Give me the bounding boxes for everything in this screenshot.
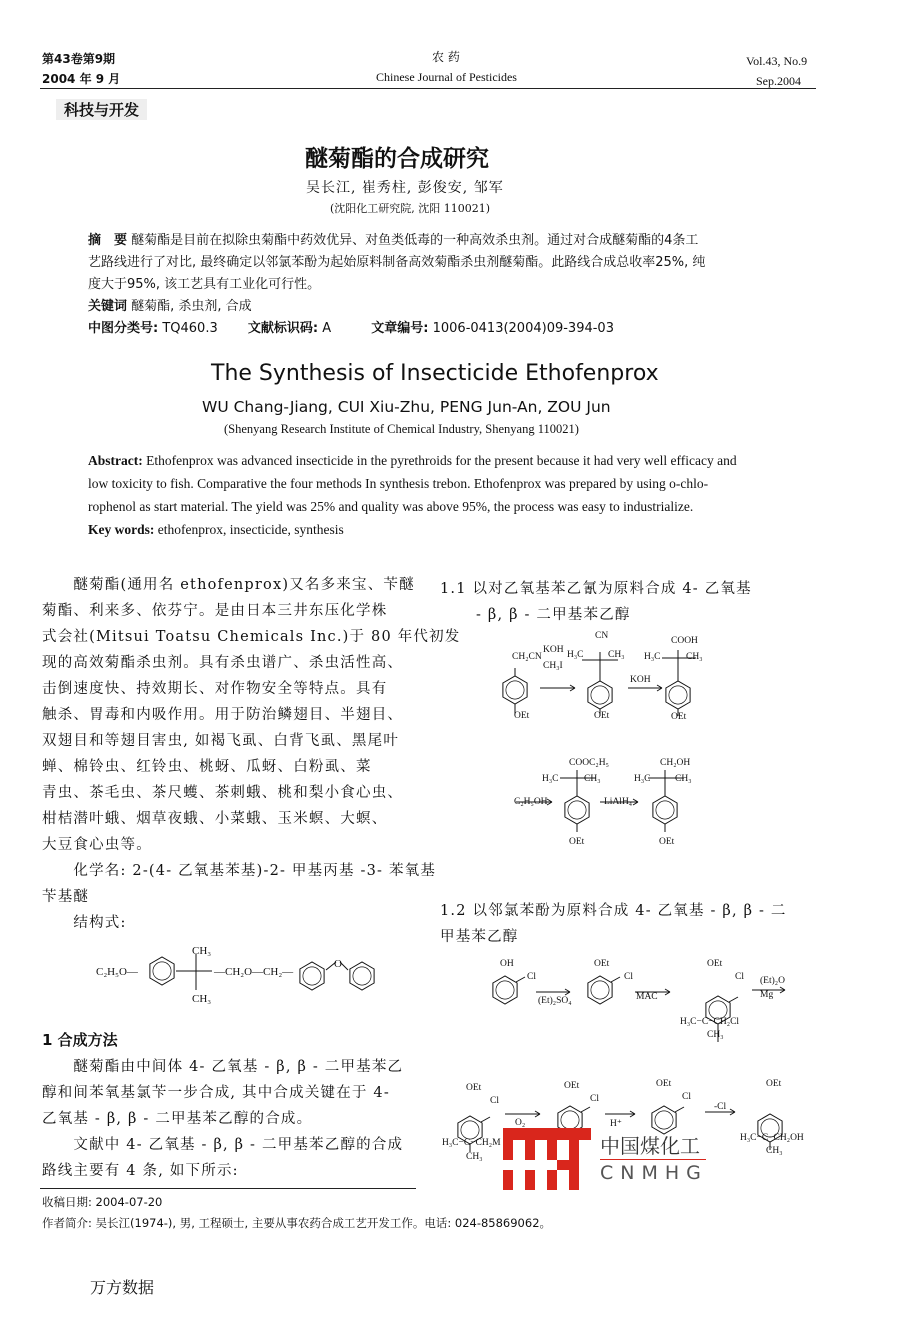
abstract-en bbox=[88, 449, 737, 541]
benzene-ring bbox=[503, 676, 527, 704]
abstract-line: 度大于95%, 该工艺具有工业化可行性。 bbox=[88, 277, 321, 292]
benzene-ring bbox=[300, 962, 324, 990]
chem-label: COOC₂H₅ bbox=[569, 758, 609, 768]
chem-label: Cl bbox=[590, 1094, 599, 1104]
abstract-cn bbox=[88, 230, 705, 340]
authors-cn: 吴长江, 崔秀柱, 彭俊安, 邹军 bbox=[306, 180, 504, 196]
text-line: 现的高效菊酯杀虫剂。具有杀虫谱广、杀虫活性高、 bbox=[42, 655, 404, 671]
section-1-1-heading bbox=[440, 576, 752, 628]
chem-label: —CH₂O—CH₂— bbox=[214, 966, 294, 978]
watermark-en: CNMHG bbox=[600, 1162, 708, 1184]
section-1-2-heading bbox=[440, 898, 787, 950]
doc-code-label: 文献标识码: bbox=[247, 321, 319, 336]
method-paragraph bbox=[42, 1054, 403, 1184]
aromatic-bond bbox=[669, 686, 687, 704]
benzene-ring bbox=[150, 957, 174, 985]
bond bbox=[516, 977, 525, 982]
abstract-line: Ethofenprox was advanced insecticide in the pyrethroids for the present because it had very well efficacy and bbox=[146, 453, 737, 468]
text-line: 醇和间苯氧基氯苄一步合成, 其中合成关键在于 4- bbox=[42, 1085, 390, 1101]
chem-label: Cl bbox=[490, 1096, 499, 1106]
volume-en: Vol.43, No.9 bbox=[746, 54, 808, 68]
chem-label: Cl bbox=[682, 1092, 691, 1102]
aromatic-bond bbox=[591, 686, 609, 704]
clc-value: TQ460.3 bbox=[162, 321, 218, 336]
text-line: 柑桔潜叶蛾、烟草夜蛾、小菜蛾、玉米螟、大螟、 bbox=[42, 811, 388, 827]
aromatic-bond bbox=[506, 681, 524, 699]
chem-label: H⁺ bbox=[610, 1119, 622, 1129]
aromatic-bond bbox=[656, 801, 674, 819]
text-line: 击倒速度快、持效期长、对作物安全等特点。具有 bbox=[42, 681, 388, 697]
keywords-cn-label: 关键词 bbox=[88, 299, 128, 314]
text-line: 大豆食心虫等。 bbox=[42, 837, 152, 853]
abstract-line: 醚菊酯是目前在拟除虫菊酯中药效优异、对鱼类低毒的一种高效杀虫剂。通过对合成醚菊酯的4条工 bbox=[131, 233, 699, 248]
chem-label: Cl bbox=[624, 972, 633, 982]
abstract-line: rophenol as start material. The yield was 25% and quality was above 95%, the process was easy to industrialize. bbox=[88, 499, 694, 514]
chem-label: OEt bbox=[564, 1081, 580, 1091]
chem-label: CH₃ bbox=[707, 1030, 724, 1040]
text-line: 1.2 以邻氯苯酚为原料合成 4- 乙氧基 - β, β - 二 bbox=[440, 903, 787, 919]
chem-label: CH₃ bbox=[584, 774, 601, 784]
affiliation-cn: (沈阳化工研究院, 沈阳 110021) bbox=[330, 202, 491, 215]
aromatic-bond bbox=[561, 1111, 579, 1129]
chem-label: OH bbox=[500, 959, 514, 969]
text-line: - β, β - 二甲基苯乙醇 bbox=[476, 607, 631, 623]
chem-label: OEt bbox=[656, 1079, 672, 1089]
keywords-en-label: Key words: bbox=[88, 522, 155, 537]
text-line: 甲基苯乙醇 bbox=[440, 929, 519, 945]
text-line: 醚菊酯由中间体 4- 乙氧基 - β, β - 二甲基苯乙 bbox=[42, 1059, 404, 1075]
chem-label: CH₃ bbox=[608, 650, 625, 660]
chem-label: OEt bbox=[594, 711, 610, 721]
chem-label: OEt bbox=[659, 837, 675, 847]
structure-label: 结构式: bbox=[42, 915, 127, 931]
chem-label: C₂H₅O— bbox=[96, 966, 138, 978]
chem-label: OEt bbox=[466, 1083, 482, 1093]
text-line: 式会社(Mitsui Toatsu Chemicals Inc.)于 80 年代初发 bbox=[42, 629, 461, 645]
benzene-ring bbox=[565, 796, 589, 824]
chem-label: CH₂OH bbox=[660, 758, 691, 768]
aromatic-bond bbox=[568, 801, 586, 819]
journal-en: Chinese Journal of Pesticides bbox=[376, 70, 517, 84]
chem-label: H₃C bbox=[567, 650, 584, 660]
chem-label: OEt bbox=[671, 712, 687, 722]
chem-label: CN bbox=[595, 631, 609, 641]
chem-label: CH₃ bbox=[192, 993, 212, 1005]
chem-label: H₃C bbox=[634, 774, 651, 784]
chem-label: (Et)₂SO₄ bbox=[538, 996, 572, 1006]
text-line: 触杀、胃毒和内吸作用。用于防治鳞翅目、半翅目、 bbox=[42, 707, 404, 723]
benzene-ring bbox=[493, 976, 517, 1004]
aromatic-bond bbox=[353, 967, 371, 985]
bond bbox=[729, 997, 738, 1002]
date-cn: 2004 年 9 月 bbox=[42, 72, 121, 86]
chem-label: OEt bbox=[707, 959, 723, 969]
received-date: 收稿日期: 2004-07-20 bbox=[42, 1195, 163, 1209]
chem-label: H₃C bbox=[644, 652, 661, 662]
cnmhg-logo-icon bbox=[503, 1128, 591, 1190]
text-line: 文献中 4- 乙氧基 - β, β - 二甲基苯乙醇的合成 bbox=[42, 1137, 404, 1153]
chem-label: Cl bbox=[735, 972, 744, 982]
aromatic-bond bbox=[153, 962, 171, 980]
chem-label: CH₃ bbox=[675, 774, 692, 784]
benzene-ring bbox=[588, 681, 612, 709]
aromatic-bond bbox=[303, 967, 321, 985]
volume-cn: 第43卷第9期 bbox=[42, 52, 116, 66]
chem-label: C₂H₅OH bbox=[514, 797, 548, 807]
chem-label: H₃C bbox=[542, 774, 559, 784]
text-line: 青虫、茶毛虫、茶尺蠖、茶刺蛾、桃和梨小食心虫、 bbox=[42, 785, 404, 801]
watermark-cn: 中国煤化工 bbox=[600, 1134, 700, 1158]
chem-label: OEt bbox=[594, 959, 610, 969]
text-line: 苄基醚 bbox=[42, 889, 90, 905]
benzene-ring bbox=[350, 962, 374, 990]
chem-label: KOH bbox=[543, 645, 564, 655]
text-line: 醚菊酯(通用名 ethofenprox)又名多来宝、苄醚 bbox=[42, 577, 415, 593]
chem-label: -Cl bbox=[714, 1102, 727, 1112]
abstract-cn-label: 摘 要 bbox=[88, 233, 128, 248]
journal-cn: 农 药 bbox=[432, 50, 460, 64]
text-line: 菊酯、利来多、依芬宁。是由日本三井东压化学株 bbox=[42, 603, 388, 619]
footnote-rule bbox=[40, 1188, 416, 1189]
chem-label: O₂ bbox=[515, 1118, 526, 1128]
bond bbox=[581, 1107, 590, 1112]
section-1-heading: 1 合成方法 bbox=[42, 1031, 118, 1049]
chem-label: KOH bbox=[630, 675, 651, 685]
text-line: 蝉、棉铃虫、红铃虫、桃蚜、瓜蚜、白粉虱、菜 bbox=[42, 759, 372, 775]
title-en: The Synthesis of Insecticide Ethofenprox bbox=[211, 361, 659, 386]
scheme-1 bbox=[440, 630, 820, 860]
intro-paragraph bbox=[42, 572, 461, 936]
aromatic-bond bbox=[591, 981, 609, 999]
keywords-en: ethofenprox, insecticide, synthesis bbox=[157, 522, 344, 537]
text-line: 化学名: 2-(4- 乙氧基苯基)-2- 甲基丙基 -3- 苯氧基 bbox=[42, 863, 437, 879]
chem-label: MAC bbox=[636, 992, 658, 1002]
authors-en: WU Chang-Jiang, CUI Xiu-Zhu, PENG Jun-An, ZOU Jun bbox=[202, 398, 611, 416]
chem-label: CH₃I bbox=[543, 661, 563, 671]
article-number-value: 1006-0413(2004)09-394-03 bbox=[432, 321, 614, 336]
aromatic-bond bbox=[655, 1111, 673, 1129]
abstract-en-label: Abstract: bbox=[88, 453, 143, 468]
header-rule bbox=[40, 88, 816, 89]
bond bbox=[611, 977, 620, 982]
date-en: Sep.2004 bbox=[756, 74, 801, 88]
aromatic-bond bbox=[461, 1121, 479, 1139]
chem-label: (Et)₂O bbox=[760, 976, 785, 986]
text-line: 双翅目和等翅目害虫, 如褐飞虱、白背飞虱、黑尾叶 bbox=[42, 733, 400, 749]
text-line: 路线主要有 4 条, 如下所示: bbox=[42, 1163, 239, 1179]
chem-label: Cl bbox=[527, 972, 536, 982]
chem-label: COOH bbox=[671, 636, 698, 646]
article-number-label: 文章编号: bbox=[371, 321, 429, 336]
clc-label: 中图分类号: bbox=[88, 321, 159, 336]
benzene-ring bbox=[588, 976, 612, 1004]
chem-label: CH₃ bbox=[466, 1152, 483, 1162]
chem-label: CH₃ bbox=[686, 652, 703, 662]
chem-label: CH₃ bbox=[192, 945, 212, 957]
affiliation-en: (Shenyang Research Institute of Chemical Industry, Shenyang 110021) bbox=[224, 422, 579, 436]
chem-label: OEt bbox=[514, 711, 530, 721]
author-bio: 作者简介: 吴长江(1974-), 男, 工程硕士, 主要从事农药合成工艺开发工作。电话: 024-85869062。 bbox=[42, 1216, 552, 1230]
watermark-rule bbox=[600, 1159, 706, 1160]
keywords-cn: 醚菊酯, 杀虫剂, 合成 bbox=[131, 299, 252, 314]
text-line: 乙氧基 - β, β - 二甲基苯乙醇的合成。 bbox=[42, 1111, 313, 1127]
abstract-line: low toxicity to fish. Comparative the four methods In synthesis trebon. Ethofenprox was prepared by using o-chlo- bbox=[88, 476, 709, 491]
chem-label: H₃C−C−CH₂OH bbox=[740, 1133, 804, 1143]
section-tag: 科技与开发 bbox=[56, 99, 147, 120]
chem-label: LiAlH₄ bbox=[604, 797, 633, 807]
chem-label: CH₂CN bbox=[512, 652, 542, 662]
doc-code-value: A bbox=[322, 321, 332, 336]
wanfang-data-mark: 万方数据 bbox=[90, 1278, 155, 1297]
bond bbox=[675, 1107, 684, 1112]
benzene-ring bbox=[653, 796, 677, 824]
chem-label: O bbox=[334, 958, 342, 970]
chem-label: H₃C−C−CH₂M bbox=[442, 1138, 501, 1148]
text-line: 1.1 以对乙氧基苯乙氰为原料合成 4- 乙氧基 bbox=[440, 581, 752, 597]
chem-label: OEt bbox=[569, 837, 585, 847]
chem-label: OEt bbox=[766, 1079, 782, 1089]
benzene-ring bbox=[666, 681, 690, 709]
bond bbox=[481, 1117, 490, 1122]
chem-label: H₃C−C−CH₂Cl bbox=[680, 1017, 740, 1027]
abstract-line: 艺路线进行了对比, 最终确定以邻氯苯酚为起始原料制备高效菊酯杀虫剂醚菊酯。此路线合成总收率25%, 纯 bbox=[88, 255, 706, 270]
aromatic-bond bbox=[496, 981, 514, 999]
chem-label: CH₃ bbox=[766, 1146, 783, 1156]
chem-label: Mg bbox=[760, 990, 774, 1000]
title-cn: 醚菊酯的合成研究 bbox=[305, 146, 489, 172]
